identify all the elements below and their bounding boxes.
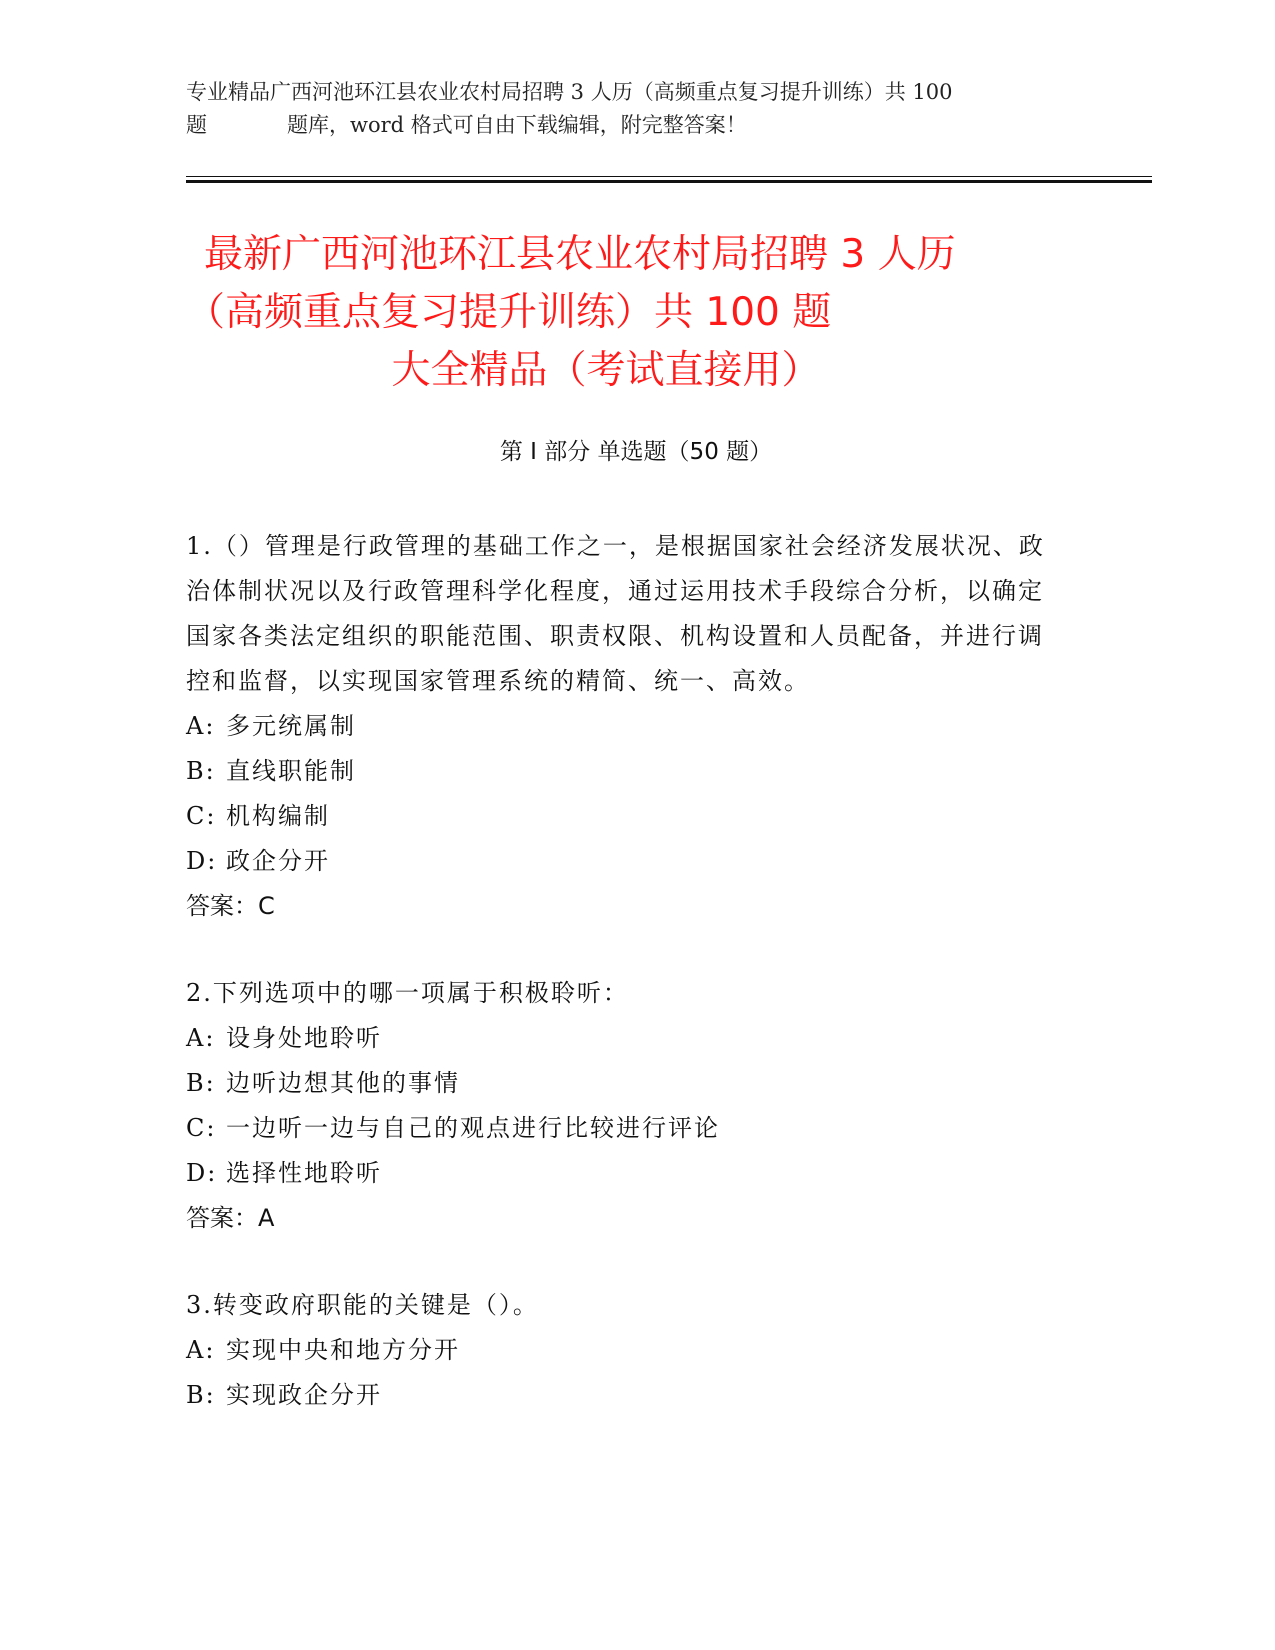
header-note-line2-rest: 题库，word 格式可自由下载编辑，附完整答案！ [287, 113, 747, 137]
header-note-line2 [186, 109, 1086, 142]
option-text: 多元统属制 [226, 712, 356, 740]
option-key: D: [186, 847, 218, 875]
header-divider-thin [186, 176, 1152, 177]
option-text: 一边听一边与自己的观点进行比较进行评论 [226, 1114, 720, 1142]
option-a [186, 1016, 1066, 1061]
option-text: 政企分开 [226, 847, 330, 875]
option-key: C: [186, 1114, 217, 1142]
section-title: 第 I 部分 单选题（50 题） [499, 439, 773, 465]
option-key: B: [186, 1069, 216, 1097]
answer: 答案：C [186, 892, 275, 920]
option-c [186, 1106, 1066, 1151]
option-key: A: [186, 1024, 216, 1052]
option-a [186, 704, 1066, 749]
option-text: 边听边想其他的事情 [226, 1069, 460, 1097]
question-stem: 1.（）管理是行政管理的基础工作之一，是根据国家社会经济发展状况、政治体制状况以及行政管理科学化程度，通过运用技术手段综合分析，以确定国家各类法定组织的职能范围、职责权限、机构设置和人员配备，并进行调控和监督，以实现国家管理系统的精简、统一、高效。 [186, 532, 1045, 695]
option-a [186, 1328, 1066, 1373]
title-line-1: 最新广西河池环江县农业农村局招聘 3 人历 [204, 232, 956, 277]
question-2 [186, 971, 1066, 1241]
document-title [186, 226, 1086, 400]
header-note-line1: 专业精品广西河池环江县农业农村局招聘 3 人历（高频重点复习提升训练）共 100 [186, 80, 953, 104]
option-key: D: [186, 1159, 218, 1187]
answer: 答案：A [186, 1204, 275, 1232]
question-1 [186, 524, 1066, 929]
option-key: B: [186, 1381, 216, 1409]
option-text: 选择性地聆听 [226, 1159, 382, 1187]
title-line-2: （高频重点复习提升训练）共 100 题 [186, 290, 832, 335]
option-key: A: [186, 712, 216, 740]
option-text: 设身处地聆听 [226, 1024, 382, 1052]
question-stem: 3.转变政府职能的关键是（）。 [186, 1291, 539, 1319]
option-d [186, 1151, 1066, 1196]
option-text: 实现中央和地方分开 [226, 1336, 460, 1364]
header-note-line2-start: 题 [186, 113, 207, 137]
option-b [186, 1061, 1066, 1106]
option-text: 直线职能制 [226, 757, 356, 785]
header-divider-thick [186, 180, 1152, 183]
option-key: B: [186, 757, 216, 785]
question-stem: 2.下列选项中的哪一项属于积极聆听： [186, 979, 629, 1007]
option-d [186, 839, 1066, 884]
question-3 [186, 1283, 1066, 1418]
title-line-3: 大全精品（考试直接用） [391, 348, 821, 393]
option-key: C: [186, 802, 217, 830]
option-c [186, 794, 1066, 839]
option-text: 实现政企分开 [226, 1381, 382, 1409]
option-b [186, 749, 1066, 794]
option-key: A: [186, 1336, 216, 1364]
question-list [186, 524, 1066, 1418]
option-b [186, 1373, 1066, 1418]
option-text: 机构编制 [226, 802, 330, 830]
header-note [186, 76, 1086, 142]
